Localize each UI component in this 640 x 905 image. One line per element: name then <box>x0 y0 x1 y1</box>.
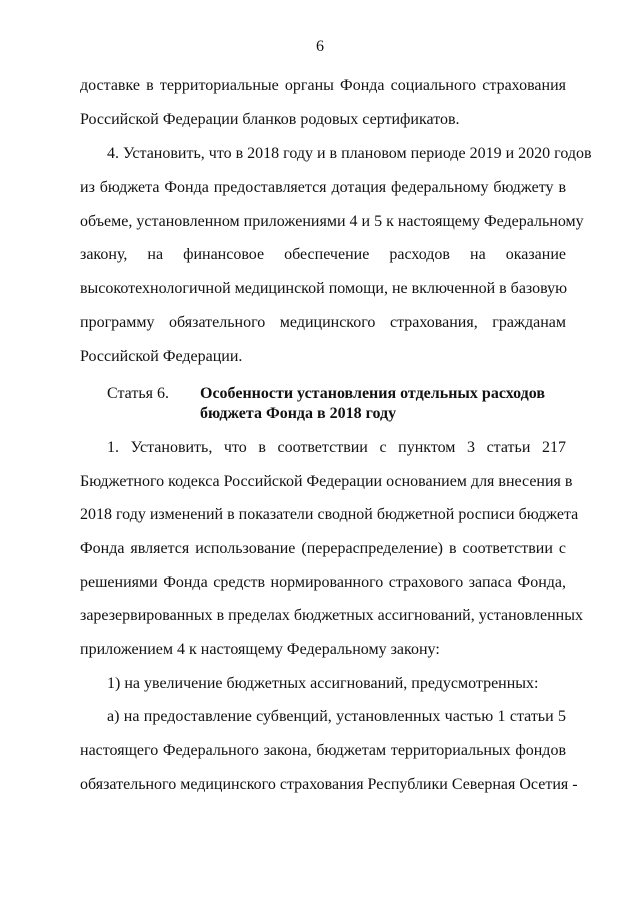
text-line: 1. Установить, что в соответствии с пунктом 3 статьи 217 <box>107 439 566 456</box>
text-line: а) на предоставление субвенций, установленных частью 1 статьи 5 <box>107 708 566 725</box>
text-line: приложением 4 к настоящему Федеральному закону: <box>80 641 440 658</box>
article-title <box>200 384 566 424</box>
article-label: Статья 6. <box>107 385 169 402</box>
text-line: настоящего Федерального закона, бюджетам территориальных фондов <box>80 742 566 759</box>
text-line: Российской Федерации бланков родовых сертификатов. <box>80 111 460 128</box>
text-line: зарезервированных в пределах бюджетных ассигнований, установленных <box>80 607 583 624</box>
text-line: Российской Федерации. <box>80 348 243 365</box>
text-line: решениями Фонда средств нормированного страхового запаса Фонда, <box>80 574 566 591</box>
article-title-line: бюджета Фонда в 2018 году <box>200 405 397 422</box>
article-title-line: Особенности установления отдельных расходов <box>200 385 545 402</box>
text-line: доставке в территориальные органы Фонда социального страхования <box>80 77 566 94</box>
text-line: объеме, установленном приложениями 4 и 5 к настоящему Федеральному <box>80 213 584 230</box>
text-line: высокотехнологичной медицинской помощи, не включенной в базовую <box>80 280 568 297</box>
text-line: 4. Установить, что в 2018 году и в плановом периоде 2019 и 2020 годов <box>107 145 592 162</box>
text-line: Бюджетного кодекса Российской Федерации основанием для внесения в <box>80 473 573 490</box>
text-line: закону, на финансовое обеспечение расходов на оказание <box>80 246 566 263</box>
page-number: 6 <box>316 38 324 55</box>
text-line: из бюджета Фонда предоставляется дотация федеральному бюджету в <box>80 179 566 196</box>
text-line: обязательного медицинского страхования Республики Северная Осетия - <box>80 776 578 793</box>
text-line: Фонда является использование (перераспределение) в соответствии с <box>80 540 566 557</box>
text-line: 1) на увеличение бюджетных ассигнований, предусмотренных: <box>107 675 539 692</box>
text-line: 2018 году изменений в показатели сводной бюджетной росписи бюджета <box>80 506 579 523</box>
text-line: программу обязательного медицинского страхования, гражданам <box>80 314 566 331</box>
